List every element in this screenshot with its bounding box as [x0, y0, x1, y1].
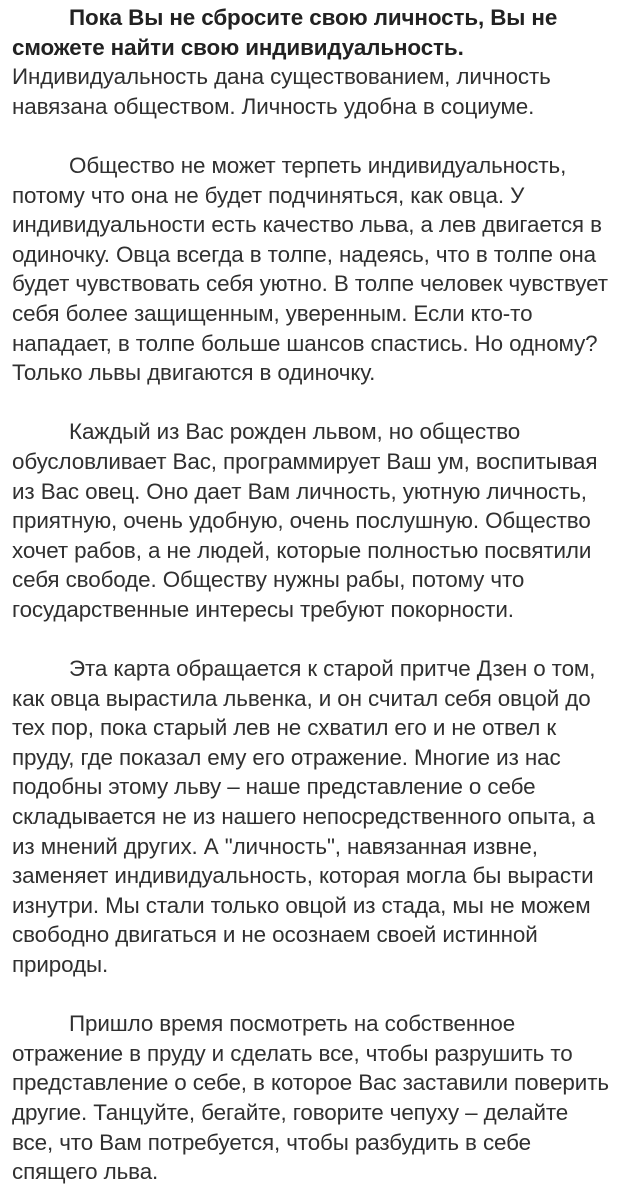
paragraph-1-text: Индивидуальность дана существованием, личность навязана обществом. Личность удобна в социуме.	[12, 64, 551, 119]
paragraph-5: Пришло время посмотреть на собственное отражение в пруду и сделать все, чтобы разрушить то представление о себе, в которое Вас заставили поверить другие. Танцуйте, бегайте, говорите чепуху – делайте все, что Вам потребуется, чтобы разбудить в себе спящего льва.	[12, 1011, 609, 1185]
paragraph-3: Каждый из Вас рожден львом, но общество обусловливает Вас, программирует Ваш ум, воспитывая из Вас овец. Оно дает Вам личность, уютную личность, приятную, очень удобную, очень послушную. Общество хочет рабов, а не людей, которые полностью посвятили себя свободе. Обществу нужны рабы, потому что государственные интересы требуют покорности.	[12, 419, 598, 622]
paragraph-2: Общество не может терпеть индивидуальность, потому что она не будет подчиняться, как овца. У индивидуальности есть качество льва, а лев двигается в одиночку. Овца всегда в толпе, надеясь, что в толпе она будет чувствовать себя уютно. В толпе человек чувствует себя более защищенным, уверенным. Если кто-то нападает, в толпе больше шансов спастись. Но одному? Только львы двигаются в одиночку.	[12, 152, 608, 386]
paragraph-4: Эта карта обращается к старой притче Дзен о том, как овца вырастила львенка, и он считал себя овцой до тех пор, пока старый лев не схватил его и не отвел к пруду, где показал ему его отражение. Многие из нас подобны этому льву – наше представление о себе складывается не из нашего непосредственного опыта, а из мнений других. А "личность", навязанная извне, заменяет индивидуальность, которая могла бы вырасти изнутри. Мы стали только овцой из стада, мы не можем свободно двигаться и не осознаем своей истинной природы.	[12, 656, 596, 977]
paragraph-1	[12, 3, 613, 121]
lead-bold-text: Пока Вы не сбросите свою личность, Вы не сможете найти свою индивидуальность.	[12, 5, 558, 60]
